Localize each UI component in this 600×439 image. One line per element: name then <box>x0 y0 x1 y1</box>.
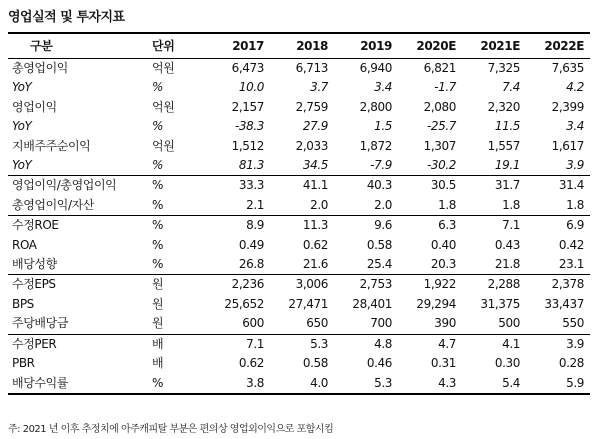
row-label: 배당수익률 <box>8 374 148 394</box>
table-row <box>8 117 590 136</box>
value-cell: 1,617 <box>551 138 584 153</box>
row-unit: % <box>152 237 164 252</box>
value-cell: 27,471 <box>288 296 328 311</box>
value-cell: 11.5 <box>494 119 520 134</box>
header-unit: 단위 <box>148 33 206 59</box>
row-unit: 배 <box>152 336 164 351</box>
value-cell: 41.1 <box>302 178 328 193</box>
row-unit: % <box>152 178 164 193</box>
row-unit: % <box>148 255 206 275</box>
value-cell: 9.6 <box>374 218 392 233</box>
row-label: YoY <box>8 156 148 176</box>
row-label: YoY <box>12 119 32 134</box>
row-unit: 억원 <box>152 138 175 153</box>
value-cell: 23.1 <box>526 255 590 275</box>
table-row <box>8 255 590 275</box>
row-unit: 원 <box>152 296 164 311</box>
value-cell: 390 <box>398 314 462 334</box>
value-cell: -30.2 <box>398 156 462 176</box>
value-cell: 31.7 <box>494 178 520 193</box>
value-cell: 3.9 <box>526 156 590 176</box>
table-row <box>8 374 590 394</box>
value-cell: 6.3 <box>438 218 456 233</box>
value-cell: 2,759 <box>295 99 328 114</box>
value-cell: 6.9 <box>566 218 584 233</box>
value-cell: 3.7 <box>310 80 328 95</box>
value-cell: 5.9 <box>526 374 590 394</box>
table-row <box>8 156 590 176</box>
table-row <box>8 59 590 79</box>
row-label: 주당배당금 <box>8 314 148 334</box>
value-cell: 0.42 <box>558 237 584 252</box>
value-cell: 0.43 <box>494 237 520 252</box>
value-cell: 1,557 <box>487 138 520 153</box>
row-label: 영업이익/총영업이익 <box>12 178 117 193</box>
value-cell: 6,713 <box>295 61 328 75</box>
value-cell: 0.58 <box>366 237 392 252</box>
value-cell: 3.9 <box>566 336 584 351</box>
value-cell: 5.3 <box>334 374 398 394</box>
value-cell: 7,635 <box>551 61 584 75</box>
row-label: 총영업이익/자산 <box>8 196 148 216</box>
value-cell: 7.1 <box>502 218 520 233</box>
value-cell: 0.31 <box>430 356 456 371</box>
table-row <box>8 295 590 314</box>
value-cell: 8.9 <box>246 218 264 233</box>
row-unit: % <box>152 218 164 233</box>
value-cell: 2,378 <box>551 277 584 292</box>
value-cell: 0.49 <box>238 237 264 252</box>
value-cell: 6,821 <box>423 61 456 75</box>
table-row <box>8 137 590 156</box>
row-unit: % <box>148 156 206 176</box>
value-cell: 2,800 <box>359 99 392 114</box>
value-cell: 2,753 <box>359 277 392 292</box>
row-label: YoY <box>12 80 32 95</box>
value-cell: 2,399 <box>551 99 584 114</box>
value-cell: 2,288 <box>487 277 520 292</box>
value-cell: 2,080 <box>423 99 456 114</box>
value-cell: 700 <box>334 314 398 334</box>
value-cell: 11.3 <box>302 218 328 233</box>
row-label: 수정PER <box>12 336 57 351</box>
header-year: 2021E <box>462 33 526 59</box>
value-cell: 33,437 <box>544 296 584 311</box>
table-row <box>8 196 590 216</box>
value-cell: 34.5 <box>270 156 334 176</box>
value-cell: 40.3 <box>366 178 392 193</box>
value-cell: -38.3 <box>234 119 264 134</box>
financial-table <box>8 32 590 395</box>
value-cell: 0.46 <box>366 356 392 371</box>
row-unit: % <box>152 119 164 134</box>
value-cell: 6,473 <box>231 61 264 75</box>
value-cell: 21.8 <box>462 255 526 275</box>
value-cell: 21.6 <box>270 255 334 275</box>
value-cell: 2.1 <box>206 196 270 216</box>
value-cell: -25.7 <box>426 119 456 134</box>
value-cell: 4.1 <box>502 336 520 351</box>
value-cell: 0.62 <box>302 237 328 252</box>
row-label: ROA <box>12 237 37 252</box>
value-cell: 7.1 <box>246 336 264 351</box>
table-title: 영업실적 및 투자지표 <box>8 10 125 25</box>
table-body <box>8 59 590 394</box>
value-cell: 4.2 <box>566 80 584 95</box>
value-cell: 19.1 <box>462 156 526 176</box>
value-cell: 1,512 <box>231 138 264 153</box>
value-cell: -7.9 <box>334 156 398 176</box>
header-year: 2018 <box>270 33 334 59</box>
value-cell: 30.5 <box>430 178 456 193</box>
header-year: 2020E <box>398 33 462 59</box>
row-unit: 배 <box>152 356 164 371</box>
value-cell: 0.30 <box>494 356 520 371</box>
table-row <box>8 275 590 295</box>
value-cell: 2.0 <box>334 196 398 216</box>
value-cell: 4.7 <box>438 336 456 351</box>
value-cell: 1,872 <box>359 138 392 153</box>
table-row <box>8 98 590 117</box>
value-cell: 4.0 <box>270 374 334 394</box>
value-cell: 25,652 <box>224 296 264 311</box>
value-cell: 1.8 <box>398 196 462 216</box>
value-cell: 25.4 <box>334 255 398 275</box>
table-row <box>8 334 590 354</box>
value-cell: 650 <box>270 314 334 334</box>
value-cell: 500 <box>462 314 526 334</box>
value-cell: 0.40 <box>430 237 456 252</box>
value-cell: 3.4 <box>374 80 392 95</box>
value-cell: 1,307 <box>423 138 456 153</box>
value-cell: 1.5 <box>374 119 392 134</box>
value-cell: 7.4 <box>502 80 520 95</box>
value-cell: 0.58 <box>302 356 328 371</box>
value-cell: 4.8 <box>374 336 392 351</box>
row-label: 총영업이익 <box>12 61 68 75</box>
row-label: 지배주주순이익 <box>12 138 91 153</box>
value-cell: 33.3 <box>238 178 264 193</box>
value-cell: 550 <box>526 314 590 334</box>
value-cell: 1,922 <box>423 277 456 292</box>
footnote: 주: 2021 년 이후 추정치에 아주캐피탈 부분은 편의상 영업외이익으로 포함시킴 <box>8 424 334 435</box>
value-cell: 2,033 <box>295 138 328 153</box>
row-unit: 원 <box>152 277 164 292</box>
value-cell: 81.3 <box>206 156 270 176</box>
value-cell: 1.8 <box>462 196 526 216</box>
header-category: 구분 <box>8 33 148 59</box>
value-cell: 2.0 <box>270 196 334 216</box>
value-cell: 29,294 <box>416 296 456 311</box>
value-cell: 3.8 <box>206 374 270 394</box>
value-cell: 31,375 <box>480 296 520 311</box>
value-cell: 27.9 <box>302 119 328 134</box>
value-cell: 1.8 <box>526 196 590 216</box>
value-cell: 4.3 <box>398 374 462 394</box>
value-cell: 0.28 <box>558 356 584 371</box>
value-cell: -1.7 <box>434 80 456 95</box>
row-unit: % <box>148 374 206 394</box>
table-row <box>8 236 590 255</box>
value-cell: 7,325 <box>487 61 520 75</box>
value-cell: 2,320 <box>487 99 520 114</box>
table-row <box>8 78 590 97</box>
value-cell: 28,401 <box>352 296 392 311</box>
header-year: 2019 <box>334 33 398 59</box>
value-cell: 31.4 <box>558 178 584 193</box>
header-year: 2017 <box>206 33 270 59</box>
row-label: 배당성향 <box>8 255 148 275</box>
value-cell: 3.4 <box>566 119 584 134</box>
value-cell: 5.4 <box>462 374 526 394</box>
row-unit: % <box>152 80 164 95</box>
table-header <box>8 33 590 59</box>
value-cell: 2,236 <box>231 277 264 292</box>
table-row <box>8 216 590 236</box>
value-cell: 26.8 <box>206 255 270 275</box>
row-unit: % <box>148 196 206 216</box>
row-unit: 억원 <box>152 99 175 114</box>
table-row <box>8 354 590 373</box>
value-cell: 0.62 <box>238 356 264 371</box>
row-unit: 원 <box>148 314 206 334</box>
value-cell: 5.3 <box>310 336 328 351</box>
value-cell: 3,006 <box>295 277 328 292</box>
value-cell: 2,157 <box>231 99 264 114</box>
row-label: 영업이익 <box>12 99 57 114</box>
header-row <box>8 33 590 59</box>
row-label: PBR <box>12 356 35 371</box>
value-cell: 6,940 <box>359 61 392 75</box>
value-cell: 600 <box>206 314 270 334</box>
row-label: 수정ROE <box>12 218 59 233</box>
value-cell: 20.3 <box>398 255 462 275</box>
table-row <box>8 314 590 334</box>
row-unit: 억원 <box>152 61 175 75</box>
value-cell: 10.0 <box>238 80 264 95</box>
row-label: 수정EPS <box>12 277 56 292</box>
row-label: BPS <box>12 296 34 311</box>
header-year: 2022E <box>526 33 590 59</box>
table-row <box>8 176 590 196</box>
